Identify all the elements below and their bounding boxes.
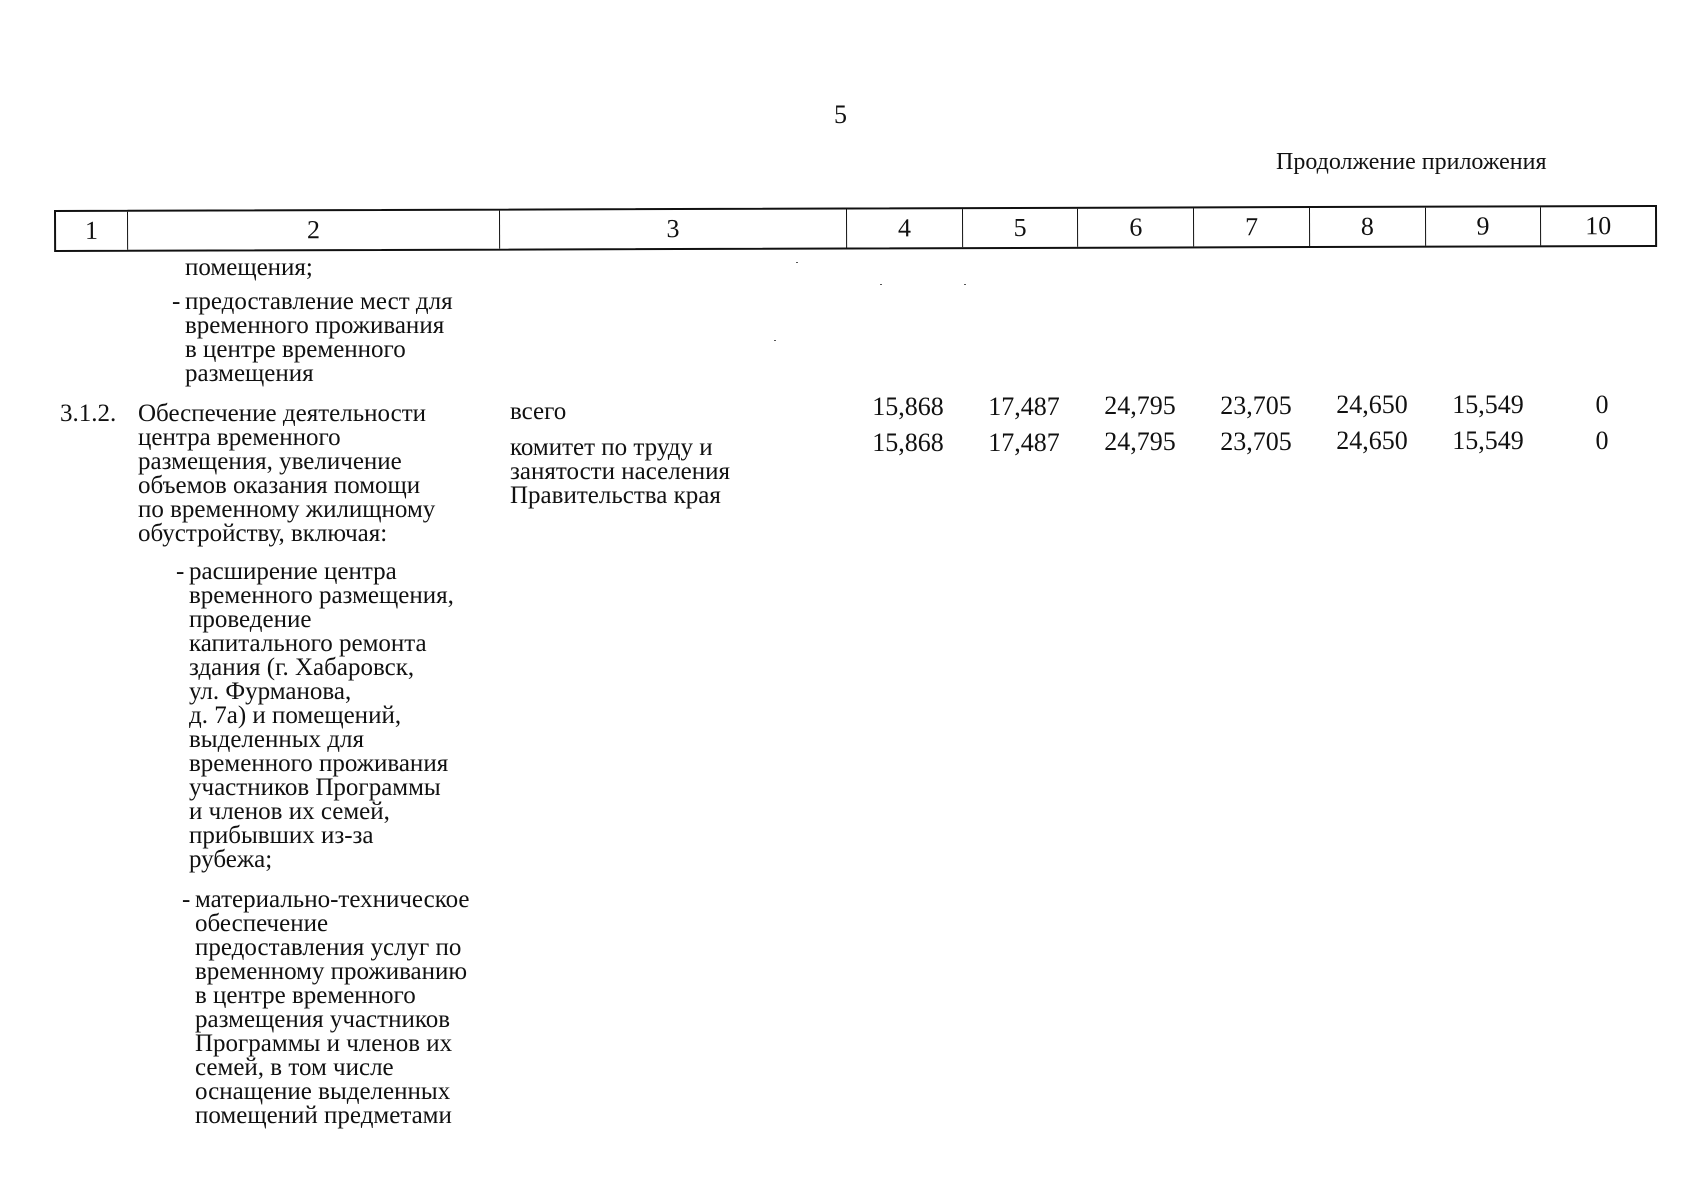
- header-cell-2: 2: [128, 211, 500, 250]
- bullet-b-line: ул. Фурманова,: [189, 678, 352, 705]
- value-committee-col7: 23,705: [1220, 427, 1292, 456]
- continuation-label: Продолжение приложения: [1276, 149, 1547, 175]
- bullet-c-line: в центре временного: [195, 982, 416, 1009]
- bullet-c-line: помещений предметами: [195, 1102, 452, 1129]
- bullet-dash: -: [172, 288, 181, 315]
- value-total-col5: 17,487: [988, 392, 1060, 421]
- value-total-col8: 24,650: [1336, 390, 1408, 419]
- value-committee-col4: 15,868: [872, 428, 944, 457]
- main-desc-line: Обеспечение деятельности: [138, 400, 427, 427]
- value-total-col4: 15,868: [872, 392, 944, 421]
- header-cell-5: 5: [963, 209, 1079, 247]
- value-committee-col5: 17,487: [988, 428, 1060, 457]
- bullet-b-line: и членов их семей,: [189, 798, 390, 825]
- main-desc-line: центра временного: [138, 424, 341, 451]
- value-total-col10: 0: [1595, 390, 1609, 419]
- source-committee-line: Правительства края: [510, 482, 721, 509]
- bullet-c-line: обеспечение: [195, 910, 329, 937]
- value-total-col7: 23,705: [1220, 391, 1292, 420]
- bullet-c-line: материально-техническое: [195, 886, 470, 913]
- main-desc-line: объемов оказания помощи: [138, 472, 421, 499]
- bullet-b-line: д. 7а) и помещений,: [189, 702, 402, 729]
- bullet-b-line: рубежа;: [189, 846, 273, 873]
- bullet-a-line: в центре временного: [185, 336, 406, 363]
- bullet-c-line: предоставления услуг по: [195, 934, 462, 961]
- header-cell-6: 6: [1078, 208, 1194, 246]
- bullet-dash: -: [182, 886, 191, 913]
- bullet-c-line: оснащение выделенных: [195, 1078, 451, 1105]
- header-cell-7: 7: [1194, 208, 1310, 246]
- scan-speck: [774, 340, 776, 341]
- bullet-b-line: участников Программы: [189, 774, 441, 801]
- main-desc-line: по временному жилищному: [138, 496, 436, 523]
- header-cell-9: 9: [1426, 207, 1542, 245]
- bullet-a-line: временного проживания: [185, 312, 445, 339]
- value-committee-col9: 15,549: [1452, 426, 1524, 455]
- value-total-col9: 15,549: [1452, 390, 1524, 419]
- bullet-b-line: здания (г. Хабаровск,: [189, 654, 415, 681]
- header-cell-8: 8: [1310, 208, 1426, 246]
- main-desc-line: обустройству, включая:: [138, 520, 388, 547]
- value-committee-col10: 0: [1595, 426, 1609, 455]
- row-number: 3.1.2.: [60, 400, 117, 427]
- scan-speck: [880, 284, 882, 285]
- bullet-c-line: Программы и членов их: [195, 1030, 453, 1057]
- bullet-c-line: временному проживанию: [195, 958, 468, 985]
- carry-line: помещения;: [185, 254, 313, 281]
- source-committee-line: занятости населения: [510, 458, 731, 485]
- bullet-b-line: расширение центра: [189, 558, 397, 585]
- value-committee-col6: 24,795: [1104, 427, 1176, 456]
- value-total-col6: 24,795: [1104, 391, 1176, 420]
- bullet-a-line: размещения: [185, 360, 314, 387]
- bullet-c-line: размещения участников: [195, 1006, 451, 1033]
- table-header-row: [54, 205, 1657, 252]
- main-desc-line: размещения, увеличение: [138, 448, 402, 475]
- bullet-b-line: капитального ремонта: [189, 630, 427, 657]
- header-cell-1: 1: [56, 212, 128, 250]
- page-number: 5: [834, 100, 847, 129]
- bullet-c-line: семей, в том числе: [195, 1054, 394, 1081]
- bullet-b-line: прибывших из-за: [189, 822, 374, 849]
- value-committee-col8: 24,650: [1336, 426, 1408, 455]
- bullet-b-line: проведение: [189, 606, 312, 633]
- header-cell-3: 3: [500, 210, 847, 249]
- scan-speck: [964, 284, 966, 285]
- bullet-b-line: временного размещения,: [189, 582, 454, 609]
- source-committee-line: комитет по труду и: [510, 434, 713, 461]
- bullet-dash: -: [176, 558, 185, 585]
- header-cell-10: 10: [1585, 211, 1612, 241]
- bullet-b-line: выделенных для: [189, 726, 364, 753]
- header-cell-4: 4: [847, 209, 963, 247]
- source-total: всего: [510, 398, 567, 425]
- scan-speck: [796, 262, 798, 263]
- bullet-b-line: временного проживания: [189, 750, 449, 777]
- bullet-a-line: предоставление мест для: [185, 288, 453, 315]
